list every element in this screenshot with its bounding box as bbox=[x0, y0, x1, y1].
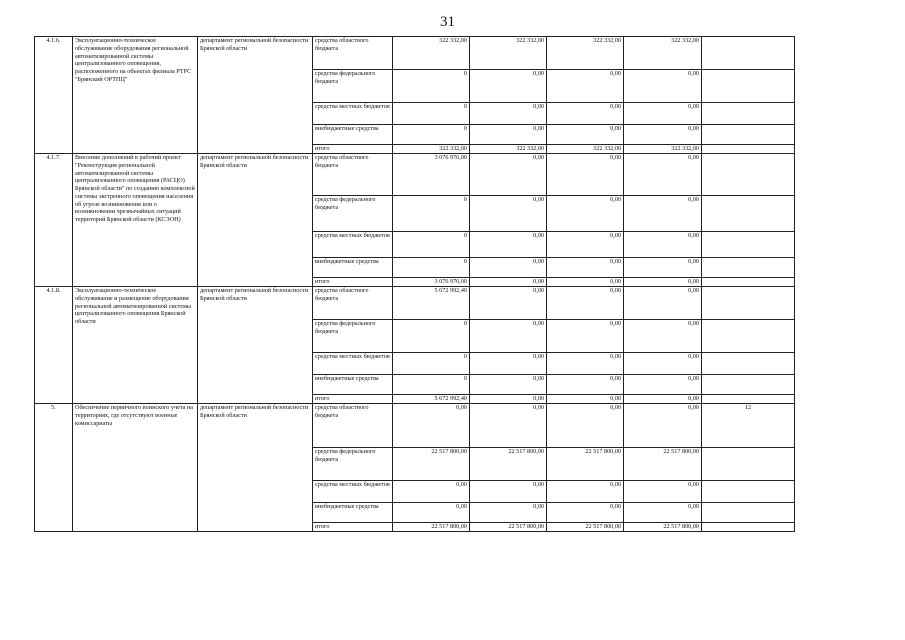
funding-source-cell: средства федерального бюджета bbox=[313, 448, 393, 481]
amount-cell: 0,00 bbox=[393, 404, 470, 448]
amount-cell: 0,00 bbox=[547, 481, 624, 503]
item-code-cell: 4.1.6. bbox=[35, 37, 73, 154]
indicator-cell: 12 bbox=[702, 404, 795, 448]
amount-cell: 0,00 bbox=[470, 375, 547, 395]
table-row bbox=[35, 37, 795, 70]
funding-source-cell: средства областного бюджета bbox=[313, 404, 393, 448]
amount-cell: 0,00 bbox=[470, 196, 547, 232]
amount-cell: 0,00 bbox=[547, 70, 624, 103]
amount-cell: 0,00 bbox=[547, 232, 624, 258]
amount-cell: 0,00 bbox=[624, 154, 702, 196]
amount-cell: 0,00 bbox=[547, 125, 624, 145]
funding-source-cell: итого bbox=[313, 145, 393, 154]
funding-source-cell: средства областного бюджета bbox=[313, 287, 393, 320]
funding-source-cell: внебюджетные средства bbox=[313, 258, 393, 278]
executor-cell: департамент региональной безопасности Брянской области bbox=[198, 287, 313, 404]
amount-cell: 0,00 bbox=[470, 103, 547, 125]
amount-cell: 0,00 bbox=[624, 481, 702, 503]
amount-cell: 0,00 bbox=[624, 103, 702, 125]
amount-cell: 22 517 800,00 bbox=[470, 448, 547, 481]
amount-cell: 0,00 bbox=[624, 278, 702, 287]
amount-cell: 0,00 bbox=[624, 375, 702, 395]
table-row bbox=[35, 154, 795, 196]
amount-cell: 0,00 bbox=[547, 353, 624, 375]
amount-cell: 22 517 800,00 bbox=[547, 448, 624, 481]
amount-cell: 22 517 800,00 bbox=[624, 523, 702, 532]
amount-cell: 0,00 bbox=[547, 395, 624, 404]
indicator-cell bbox=[702, 278, 795, 287]
amount-cell: 0,00 bbox=[393, 481, 470, 503]
amount-cell: 0,00 bbox=[624, 404, 702, 448]
indicator-cell bbox=[702, 258, 795, 278]
funding-source-cell: средства областного бюджета bbox=[313, 154, 393, 196]
amount-cell: 0 bbox=[393, 375, 470, 395]
item-title-cell: Внесение дополнений в рабочий проект "Реконструкция региональной автоматизированной системы централизованного оповещения (РАСЦО) Брянской области" по созданию комплексной системы экстренного оповещения населения об угрозе возникновения или о возникновении чрезвычайных ситуаций территорий Брянской области (КСЭОН) bbox=[73, 154, 198, 287]
executor-cell: департамент региональной безопасности Брянской области bbox=[198, 37, 313, 154]
amount-cell: 0 bbox=[393, 103, 470, 125]
amount-cell: 0,00 bbox=[624, 70, 702, 103]
amount-cell: 3 076 976,00 bbox=[393, 154, 470, 196]
amount-cell: 0 bbox=[393, 70, 470, 103]
amount-cell: 0,00 bbox=[470, 395, 547, 404]
indicator-cell bbox=[702, 196, 795, 232]
indicator-cell bbox=[702, 103, 795, 125]
amount-cell: 0,00 bbox=[624, 395, 702, 404]
table-row bbox=[35, 404, 795, 448]
indicator-cell bbox=[702, 448, 795, 481]
indicator-cell bbox=[702, 375, 795, 395]
item-title-cell: Эксплуатационно-техническое обслуживание оборудования региональной автоматизированной системы централизованного оповещения, расположенного на объектах филиала РТРС "Брянский ОРТПЦ" bbox=[73, 37, 198, 154]
item-title-cell: Эксплуатационно-техническое обслуживание и размещение оборудования региональной автоматизированной системы централизованного оповещения Брянской области bbox=[73, 287, 198, 404]
funding-source-cell: внебюджетные средства bbox=[313, 125, 393, 145]
amount-cell: 0,00 bbox=[624, 353, 702, 375]
funding-source-cell: средства местных бюджетов bbox=[313, 103, 393, 125]
amount-cell: 0,00 bbox=[470, 503, 547, 523]
item-code-cell: 4.1.7. bbox=[35, 154, 73, 287]
amount-cell: 0,00 bbox=[547, 320, 624, 353]
item-title-cell: Обеспечение первичного воинского учета на территориях, где отсутствуют военные комиссариаты bbox=[73, 404, 198, 532]
amount-cell: 0 bbox=[393, 125, 470, 145]
amount-cell: 22 517 800,00 bbox=[393, 523, 470, 532]
amount-cell: 0,00 bbox=[470, 258, 547, 278]
executor-cell: департамент региональной безопасности Брянской области bbox=[198, 404, 313, 532]
amount-cell: 0 bbox=[393, 232, 470, 258]
amount-cell: 0,00 bbox=[547, 258, 624, 278]
funding-source-cell: внебюджетные средства bbox=[313, 503, 393, 523]
funding-source-cell: итого bbox=[313, 278, 393, 287]
indicator-cell bbox=[702, 395, 795, 404]
amount-cell: 0 bbox=[393, 320, 470, 353]
amount-cell: 0,00 bbox=[470, 154, 547, 196]
amount-cell: 0,00 bbox=[624, 232, 702, 258]
amount-cell: 0,00 bbox=[624, 287, 702, 320]
amount-cell: 0,00 bbox=[470, 232, 547, 258]
amount-cell: 0,00 bbox=[470, 287, 547, 320]
amount-cell: 0 bbox=[393, 353, 470, 375]
indicator-cell bbox=[702, 320, 795, 353]
amount-cell: 0,00 bbox=[547, 404, 624, 448]
amount-cell: 22 517 800,00 bbox=[547, 523, 624, 532]
amount-cell: 0,00 bbox=[470, 353, 547, 375]
funding-source-cell: средства местных бюджетов bbox=[313, 232, 393, 258]
amount-cell: 0,00 bbox=[470, 404, 547, 448]
amount-cell: 22 517 800,00 bbox=[470, 523, 547, 532]
amount-cell: 0,00 bbox=[470, 125, 547, 145]
amount-cell: 0 bbox=[393, 196, 470, 232]
amount-cell: 0,00 bbox=[547, 154, 624, 196]
item-code-cell: 5. bbox=[35, 404, 73, 532]
page-number: 31 bbox=[440, 14, 455, 30]
amount-cell: 322 332,00 bbox=[624, 145, 702, 154]
funding-source-cell: средства областного бюджета bbox=[313, 37, 393, 70]
amount-cell: 0,00 bbox=[470, 70, 547, 103]
amount-cell: 22 517 800,00 bbox=[393, 448, 470, 481]
amount-cell: 0,00 bbox=[547, 503, 624, 523]
funding-source-cell: средства федерального бюджета bbox=[313, 320, 393, 353]
funding-source-cell: средства федерального бюджета bbox=[313, 196, 393, 232]
indicator-cell bbox=[702, 232, 795, 258]
indicator-cell bbox=[702, 287, 795, 320]
indicator-cell bbox=[702, 481, 795, 503]
amount-cell: 0,00 bbox=[547, 375, 624, 395]
funding-source-cell: внебюджетные средства bbox=[313, 375, 393, 395]
amount-cell: 322 332,00 bbox=[393, 37, 470, 70]
funding-source-cell: итого bbox=[313, 395, 393, 404]
amount-cell: 22 517 800,00 bbox=[624, 448, 702, 481]
funding-source-cell: средства федерального бюджета bbox=[313, 70, 393, 103]
indicator-cell bbox=[702, 523, 795, 532]
amount-cell: 0,00 bbox=[547, 103, 624, 125]
amount-cell: 0,00 bbox=[624, 125, 702, 145]
amount-cell: 0 bbox=[393, 258, 470, 278]
amount-cell: 0,00 bbox=[624, 320, 702, 353]
budget-table bbox=[34, 36, 795, 532]
amount-cell: 322 332,00 bbox=[470, 37, 547, 70]
amount-cell: 0,00 bbox=[547, 287, 624, 320]
indicator-cell bbox=[702, 125, 795, 145]
indicator-cell bbox=[702, 503, 795, 523]
amount-cell: 0,00 bbox=[470, 278, 547, 287]
amount-cell: 5 672 992,40 bbox=[393, 395, 470, 404]
indicator-cell bbox=[702, 154, 795, 196]
amount-cell: 322 332,00 bbox=[624, 37, 702, 70]
indicator-cell bbox=[702, 70, 795, 103]
amount-cell: 322 332,00 bbox=[547, 37, 624, 70]
amount-cell: 322 332,00 bbox=[470, 145, 547, 154]
amount-cell: 0,00 bbox=[393, 503, 470, 523]
indicator-cell bbox=[702, 37, 795, 70]
indicator-cell bbox=[702, 353, 795, 375]
amount-cell: 322 332,00 bbox=[547, 145, 624, 154]
funding-source-cell: средства местных бюджетов bbox=[313, 481, 393, 503]
amount-cell: 5 672 992,40 bbox=[393, 287, 470, 320]
funding-source-cell: итого bbox=[313, 523, 393, 532]
amount-cell: 0,00 bbox=[547, 278, 624, 287]
amount-cell: 0,00 bbox=[547, 196, 624, 232]
amount-cell: 0,00 bbox=[624, 503, 702, 523]
executor-cell: департамент региональной безопасности Брянской области bbox=[198, 154, 313, 287]
amount-cell: 0,00 bbox=[470, 481, 547, 503]
amount-cell: 0,00 bbox=[624, 196, 702, 232]
table-row bbox=[35, 287, 795, 320]
funding-source-cell: средства местных бюджетов bbox=[313, 353, 393, 375]
indicator-cell bbox=[702, 145, 795, 154]
amount-cell: 3 076 976,00 bbox=[393, 278, 470, 287]
amount-cell: 322 332,00 bbox=[393, 145, 470, 154]
amount-cell: 0,00 bbox=[470, 320, 547, 353]
item-code-cell: 4.1.8. bbox=[35, 287, 73, 404]
amount-cell: 0,00 bbox=[624, 258, 702, 278]
